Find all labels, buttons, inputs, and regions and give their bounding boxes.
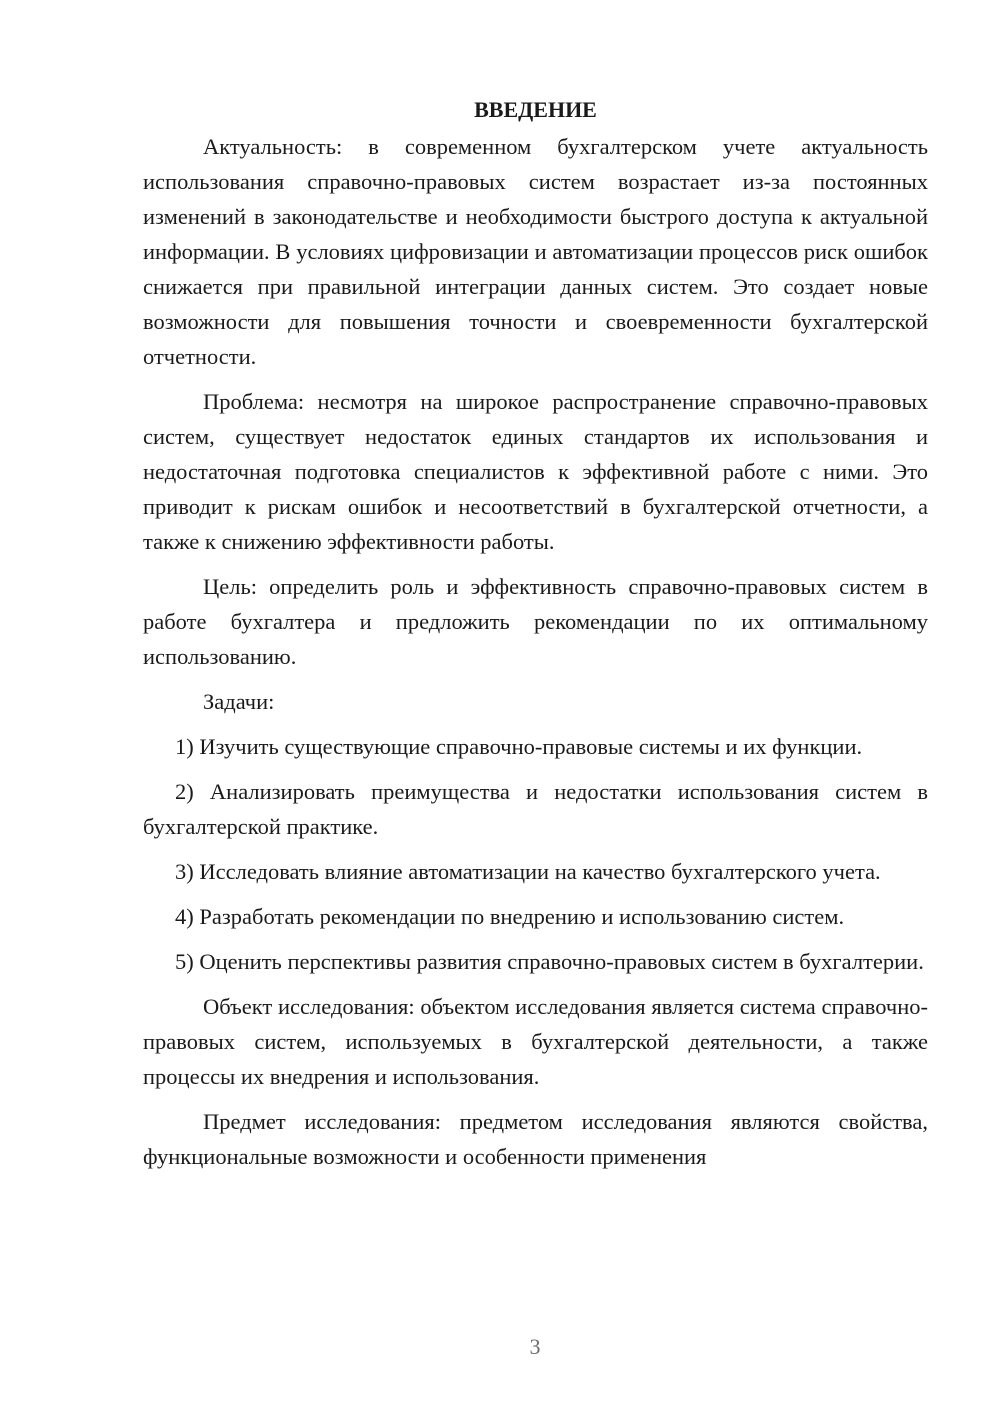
tasks-heading: Задачи: [203, 689, 275, 714]
goal-paragraph: Цель: определить роль и эффективность справочно-правовых систем в работе бухгалтера и предложить рекомендации по их оптимальному использованию. [143, 574, 928, 669]
document-page [143, 92, 928, 1184]
task-item-4: 4) Разработать рекомендации по внедрению и использованию систем. [175, 904, 845, 929]
object-paragraph: Объект исследования: объектом исследования является система справочно-правовых систем, используемых в бухгалтерской деятельности, а также процессы их внедрения и использования. [143, 994, 928, 1089]
task-item-3: 3) Исследовать влияние автоматизации на качество бухгалтерского учета. [175, 859, 881, 884]
relevance-paragraph: Актуальность: в современном бухгалтерском учете актуальность использования справочно-правовых систем возрастает из-за постоянных изменений в законодательстве и необходимости быстрого доступа к актуальной информации. В условиях цифровизации и автоматизации процессов риск ошибок снижается при правильной интеграции данных систем. Это создает новые возможности для повышения точности и своевременности бухгалтерской отчетности. [143, 134, 928, 369]
page-number: 3 [529, 1334, 541, 1359]
page-title: ВВЕДЕНИЕ [474, 97, 597, 122]
task-item-5: 5) Оценить перспективы развития справочно-правовых систем в бухгалтерии. [175, 949, 924, 974]
subject-paragraph: Предмет исследования: предметом исследования являются свойства, функциональные возможности и особенности применения [143, 1109, 928, 1169]
task-item-1: 1) Изучить существующие справочно-правовые системы и их функции. [175, 734, 863, 759]
task-item-2: 2) Анализировать преимущества и недостатки использования систем в бухгалтерской практике. [143, 779, 928, 839]
problem-paragraph: Проблема: несмотря на широкое распространение справочно-правовых систем, существует недостаток единых стандартов их использования и недостаточная подготовка специалистов к эффективной работе с ними. Это приводит к рискам ошибок и несоответствий в бухгалтерской отчетности, а также к снижению эффективности работы. [143, 389, 928, 554]
